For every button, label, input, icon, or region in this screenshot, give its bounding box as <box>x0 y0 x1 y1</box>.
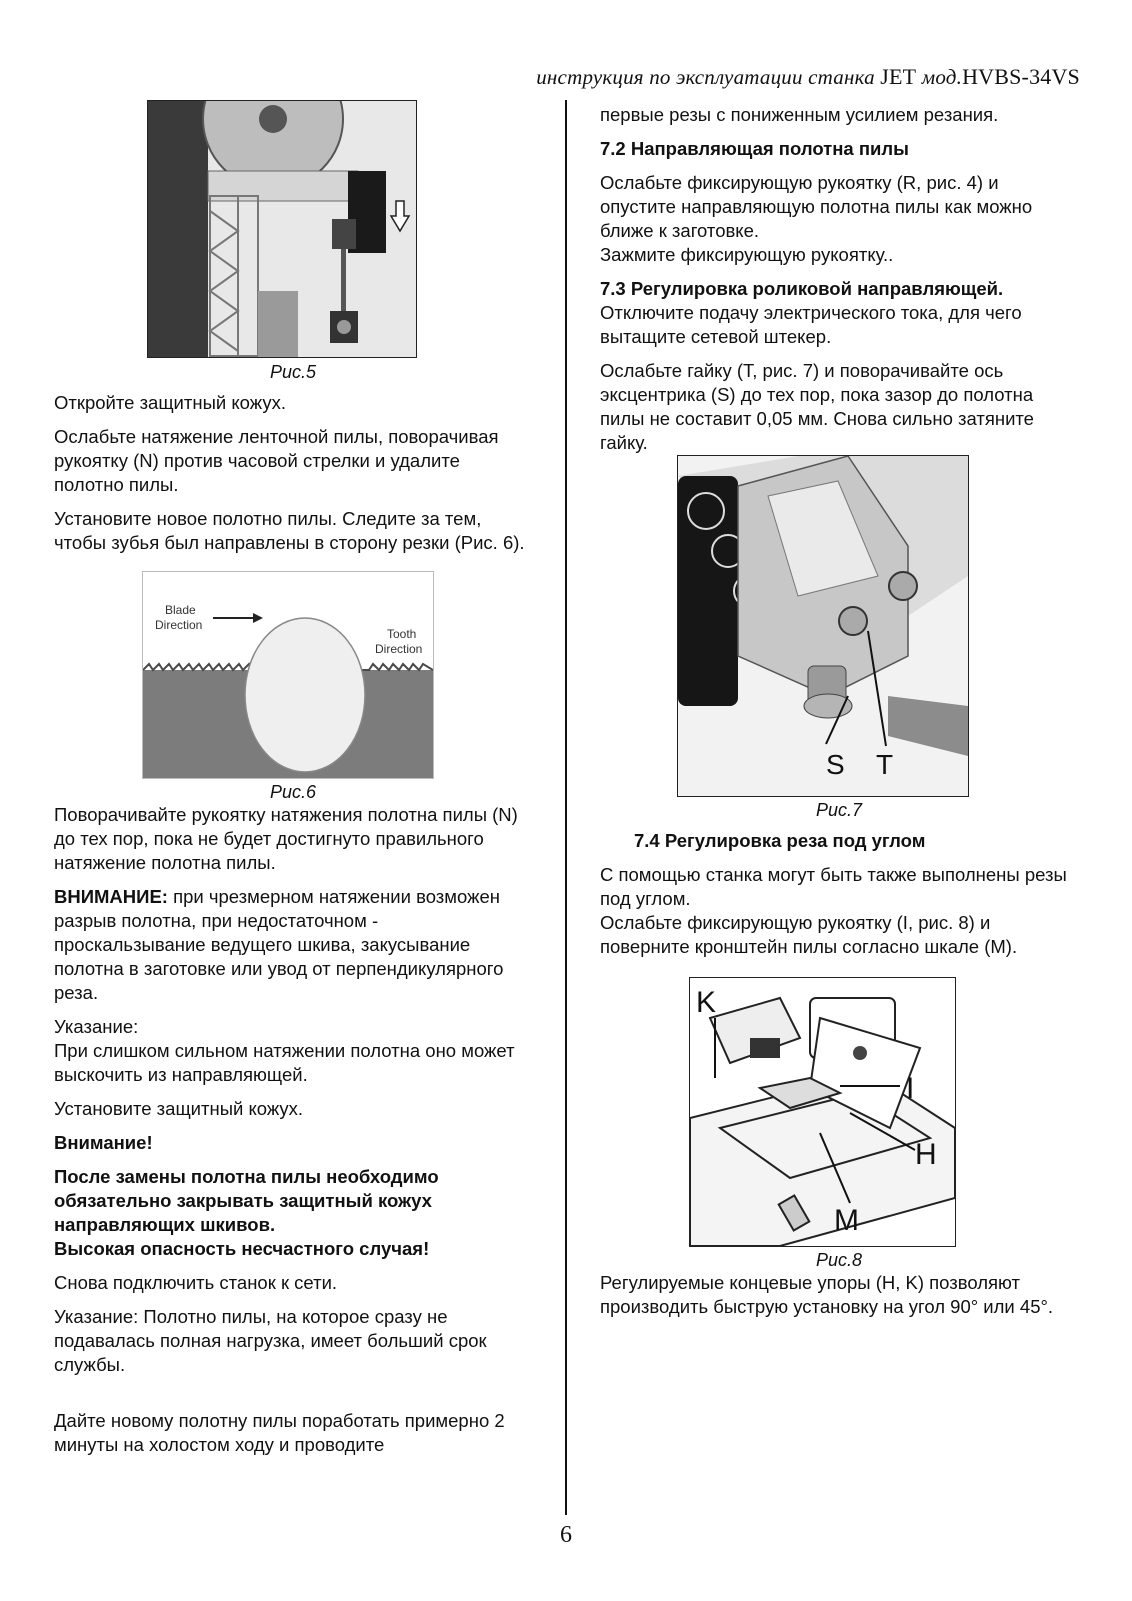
attention-label: ВНИМАНИЕ: <box>54 886 168 907</box>
header-prefix: инструкция по эксплуатации станка <box>536 65 881 89</box>
paragraph-reconnect: Снова подключить станок к сети. <box>54 1272 338 1293</box>
label-s: S <box>826 749 845 780</box>
paragraph-7-2-a: Ослабьте фиксирующую рукоятку (R, рис. 4) и опустите направляющую полотна пилы как можно ближе к заготовке. <box>600 172 1033 241</box>
paragraph-open-cover: Откройте защитный кожух. <box>54 392 286 413</box>
header-brand: JET <box>880 64 917 89</box>
figure-6-caption: Рис.6 <box>269 782 317 802</box>
warning-text-danger: Высокая опасность несчастного случая! <box>54 1238 430 1259</box>
left-column <box>54 100 532 1457</box>
heading-7-4: 7.4 Регулировка реза под углом <box>634 830 926 851</box>
figure-5-caption: Рис.5 <box>269 362 317 382</box>
label-i: I <box>906 1072 915 1105</box>
bandsaw-frame-illustration <box>148 101 416 357</box>
label-m: M <box>834 1204 859 1237</box>
header-suffix: мод. <box>916 65 963 89</box>
figure-7-caption: Рис.7 <box>815 800 863 820</box>
angle-adjustment-illustration <box>690 978 955 1246</box>
paragraph-7-3-a: Отключите подачу электрического тока, для чего вытащите сетевой штекер. <box>600 302 1022 347</box>
paragraph-install-blade: Установите новое полотно пилы. Следите за тем, чтобы зубья был направлены в сторону резки (Рис. 6). <box>54 508 525 553</box>
paragraph-adjust-tension: Поворачивайте рукоятку натяжения полотна пилы (N) до тех пор, пока не будет достигнуто правильного натяжение полотна пилы. <box>54 804 518 873</box>
paragraph-first-cuts: первые резы с пониженным усилием резания. <box>600 104 999 125</box>
right-column <box>600 103 1078 1319</box>
label-h: H <box>915 1138 937 1171</box>
paragraph-release-tension: Ослабьте натяжение ленточной пилы, поворачивая рукоятку (N) против часовой стрелки и удалите полотно пилы. <box>54 426 499 495</box>
heading-7-3: 7.3 Регулировка роликовой направляющей. <box>600 278 1004 299</box>
blade-direction-diagram <box>143 572 433 778</box>
paragraph-7-2-b: Зажмите фиксирующую рукоятку.. <box>600 244 894 265</box>
note-text: При слишком сильном натяжении полотна оно может выскочить из направляющей. <box>54 1040 515 1085</box>
label-t: T <box>876 749 894 780</box>
paragraph-7-4-b: Ослабьте фиксирующую рукоятку (I, рис. 8) и поверните кронштейн пилы согласно шкале (M). <box>600 912 1018 957</box>
attention-text: при чрезмерном натяжении возможен разрыв полотна, при недостаточном - проскальзывание ведущего шкива, закусывание полотна в заготовке или увод от перпендикулярного реза. <box>54 886 504 1003</box>
paragraph-7-3-b: Ослабьте гайку (T, рис. 7) и поворачивайте ось эксцентрика (S) до тех пор, пока зазор до полотна пилы не составит 0,05 мм. Снова сильно затяните гайку. <box>600 360 1034 453</box>
figure-5-image <box>147 100 417 358</box>
figure-8-caption: Рис.8 <box>815 1250 863 1270</box>
roller-guide-illustration <box>678 456 968 796</box>
paragraph-7-4-a: С помощью станка могут быть также выполнены резы под углом. <box>600 864 1067 909</box>
figure-7-image <box>677 455 969 797</box>
heading-7-2: 7.2 Направляющая полотна пилы <box>600 138 909 159</box>
paragraph-attention <box>54 885 532 1005</box>
note-label: Указание: <box>54 1016 139 1037</box>
page-number: 6 <box>560 1522 572 1548</box>
label-tooth-direction: Direction <box>375 642 423 656</box>
paragraph-end-stops: Регулируемые концевые упоры (H, K) позволяют производить быструю установку на угол 90° или 45°. <box>600 1272 1054 1317</box>
column-divider <box>565 100 567 1515</box>
running-header <box>536 64 1080 90</box>
label-blade-direction: Direction <box>155 618 203 632</box>
warning-title: Внимание! <box>54 1132 153 1153</box>
paragraph-blade-life: Указание: Полотно пилы, на которое сразу не подавалась полная нагрузка, имеет больший срок службы. <box>54 1306 487 1375</box>
warning-text: После замены полотна пилы необходимо обязательно закрывать защитный кожух направляющих шкивов. <box>54 1166 439 1235</box>
figure-6-image <box>142 571 434 779</box>
figure-8-image <box>689 977 956 1247</box>
label-blade: Blade <box>165 603 196 617</box>
paragraph-install-cover: Установите защитный кожух. <box>54 1098 304 1119</box>
paragraph-run-in: Дайте новому полотну пилы поработать примерно 2 минуты на холостом ходу и проводите <box>54 1410 505 1455</box>
label-k: K <box>696 986 717 1019</box>
header-model: HVBS-34VS <box>962 64 1080 89</box>
label-tooth: Tooth <box>387 627 417 641</box>
